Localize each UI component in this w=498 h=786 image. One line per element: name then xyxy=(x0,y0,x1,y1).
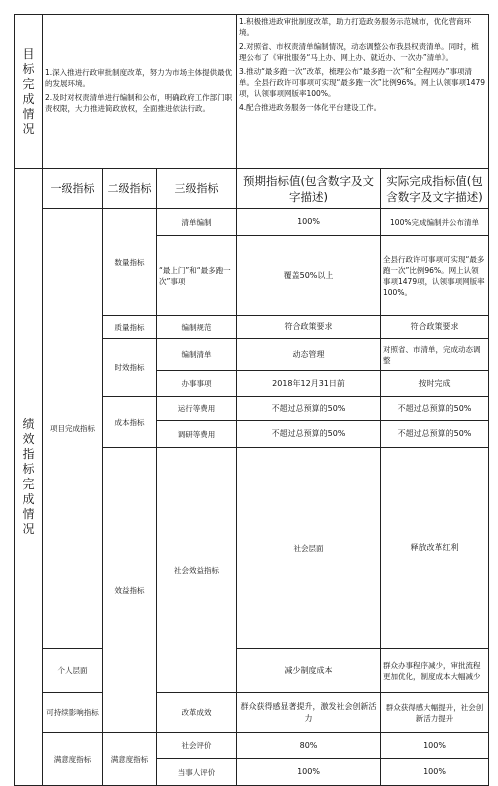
header-expected: 预期指标值(包含数字及文字描述) xyxy=(237,169,381,209)
actual-completion-item: 2.对照省、市权责清单编制情况，动态调整公布我县权责清单。同时，梳理公布了《审批服务“马上办、网上办、就近办、一次办”清单》。 xyxy=(239,42,479,62)
level3-cell: 办事事项 xyxy=(157,371,237,397)
actual-cell: 对照省、市清单，完成动态调整 xyxy=(381,339,489,371)
actual-completion-item: 3.推动“最多跑一次”改革，梳理公布“最多跑一次”和“全程网办”事项清单。全县行政许可事项可实现“最多跑一次”比例96%。网上认领事项1479项，认领事项网版率100%。 xyxy=(239,67,486,98)
level3-cell: 社会评价 xyxy=(157,733,237,759)
header-level3: 三级指标 xyxy=(157,169,237,209)
level2-satisfaction: 满意度指标 xyxy=(103,733,157,786)
target-row xyxy=(15,15,489,169)
level3-cell: 个人层面 xyxy=(43,649,103,693)
expected-cell: 不超过总预算的50% xyxy=(237,421,381,448)
actual-cell: 100%完成编制并公布清单 xyxy=(381,209,489,236)
expected-cell: 群众获得感显著提升，激发社会创新活力 xyxy=(237,693,381,733)
header-level1: 一级指标 xyxy=(43,169,103,209)
actual-completion xyxy=(237,15,489,169)
table-row xyxy=(15,209,489,236)
expected-cell: 2018年12月31日前 xyxy=(237,371,381,397)
actual-cell: 群众获得感大幅提升，社会创新活力提升 xyxy=(381,693,489,733)
level3-cell: 清单编制 xyxy=(157,209,237,236)
group-output-label: 项目完成指标 xyxy=(43,209,103,649)
level3-cell: “最上门”和“最多跑一次”事项 xyxy=(157,236,237,316)
table-row xyxy=(15,693,489,733)
level2-timeliness: 时效指标 xyxy=(103,339,157,397)
level2-cost: 成本指标 xyxy=(103,397,157,448)
actual-completion-item: 4.配合推进政务服务一体化平台建设工作。 xyxy=(239,103,382,112)
expected-cell: 100% xyxy=(237,759,381,786)
level3-cell: 编制清单 xyxy=(157,339,237,371)
expected-cell: 减少制度成本 xyxy=(237,649,381,693)
actual-cell: 不超过总预算的50% xyxy=(381,421,489,448)
level3-cell: 运行等费用 xyxy=(157,397,237,421)
planned-goal-item: 2.及时对权责清单进行编制和公布，明确政府工作部门职责权限，大力推进简政放权，全面推进依法行政。 xyxy=(45,92,233,113)
table-row xyxy=(15,733,489,759)
expected-cell: 100% xyxy=(237,209,381,236)
level2-sustainable: 可持续影响指标 xyxy=(43,693,103,733)
header-level2: 二级指标 xyxy=(103,169,157,209)
actual-cell: 按时完成 xyxy=(381,371,489,397)
planned-goal-item: 1.深入推进行政审批制度改革，努力为市场主体提供最优的发展环境。 xyxy=(45,67,233,88)
table-row xyxy=(15,649,489,693)
expected-cell: 不超过总预算的50% xyxy=(237,397,381,421)
group-satisfaction-label: 满意度指标 xyxy=(43,733,103,786)
level2-quality: 质量指标 xyxy=(103,316,157,339)
expected-cell: 覆盖50%以上 xyxy=(237,236,381,316)
group-effect-label: 效益指标 xyxy=(103,448,157,733)
actual-cell: 100% xyxy=(381,759,489,786)
expected-cell: 80% xyxy=(237,733,381,759)
expected-cell: 动态管理 xyxy=(237,339,381,371)
level3-cell: 当事人评价 xyxy=(157,759,237,786)
level2-quantity: 数量指标 xyxy=(103,209,157,316)
actual-completion-item: 1.积极推进政审批制度改革，助力打造政务服务示范城市，优化营商环境。 xyxy=(239,17,472,37)
header-actual: 实际完成指标值(包含数字及文字描述) xyxy=(381,169,489,209)
level3-cell: 编制规范 xyxy=(157,316,237,339)
expected-cell: 释放改革红利 xyxy=(381,448,489,649)
actual-cell: 100% xyxy=(381,733,489,759)
expected-cell: 符合政策要求 xyxy=(237,316,381,339)
header-row xyxy=(15,169,489,209)
level3-cell: 调研等费用 xyxy=(157,421,237,448)
target-section-label: 目标完成情况 xyxy=(15,15,43,169)
level3-cell: 社会层面 xyxy=(237,448,381,649)
level2-social: 社会效益指标 xyxy=(157,448,237,693)
actual-cell: 群众办事程序减少，审批流程更加优化，制度成本大幅减少 xyxy=(381,649,489,693)
level3-cell: 改革成效 xyxy=(157,693,237,733)
actual-cell: 不超过总预算的50% xyxy=(381,397,489,421)
performance-section-label: 绩效指标完成情况 xyxy=(15,169,43,786)
planned-goals xyxy=(43,15,237,169)
performance-evaluation-table xyxy=(14,14,489,786)
actual-cell: 全县行政许可事项可实现“最多跑一次”比例96%。网上认领事项1479项，认领事项网版率100%。 xyxy=(381,236,489,316)
actual-cell: 符合政策要求 xyxy=(381,316,489,339)
